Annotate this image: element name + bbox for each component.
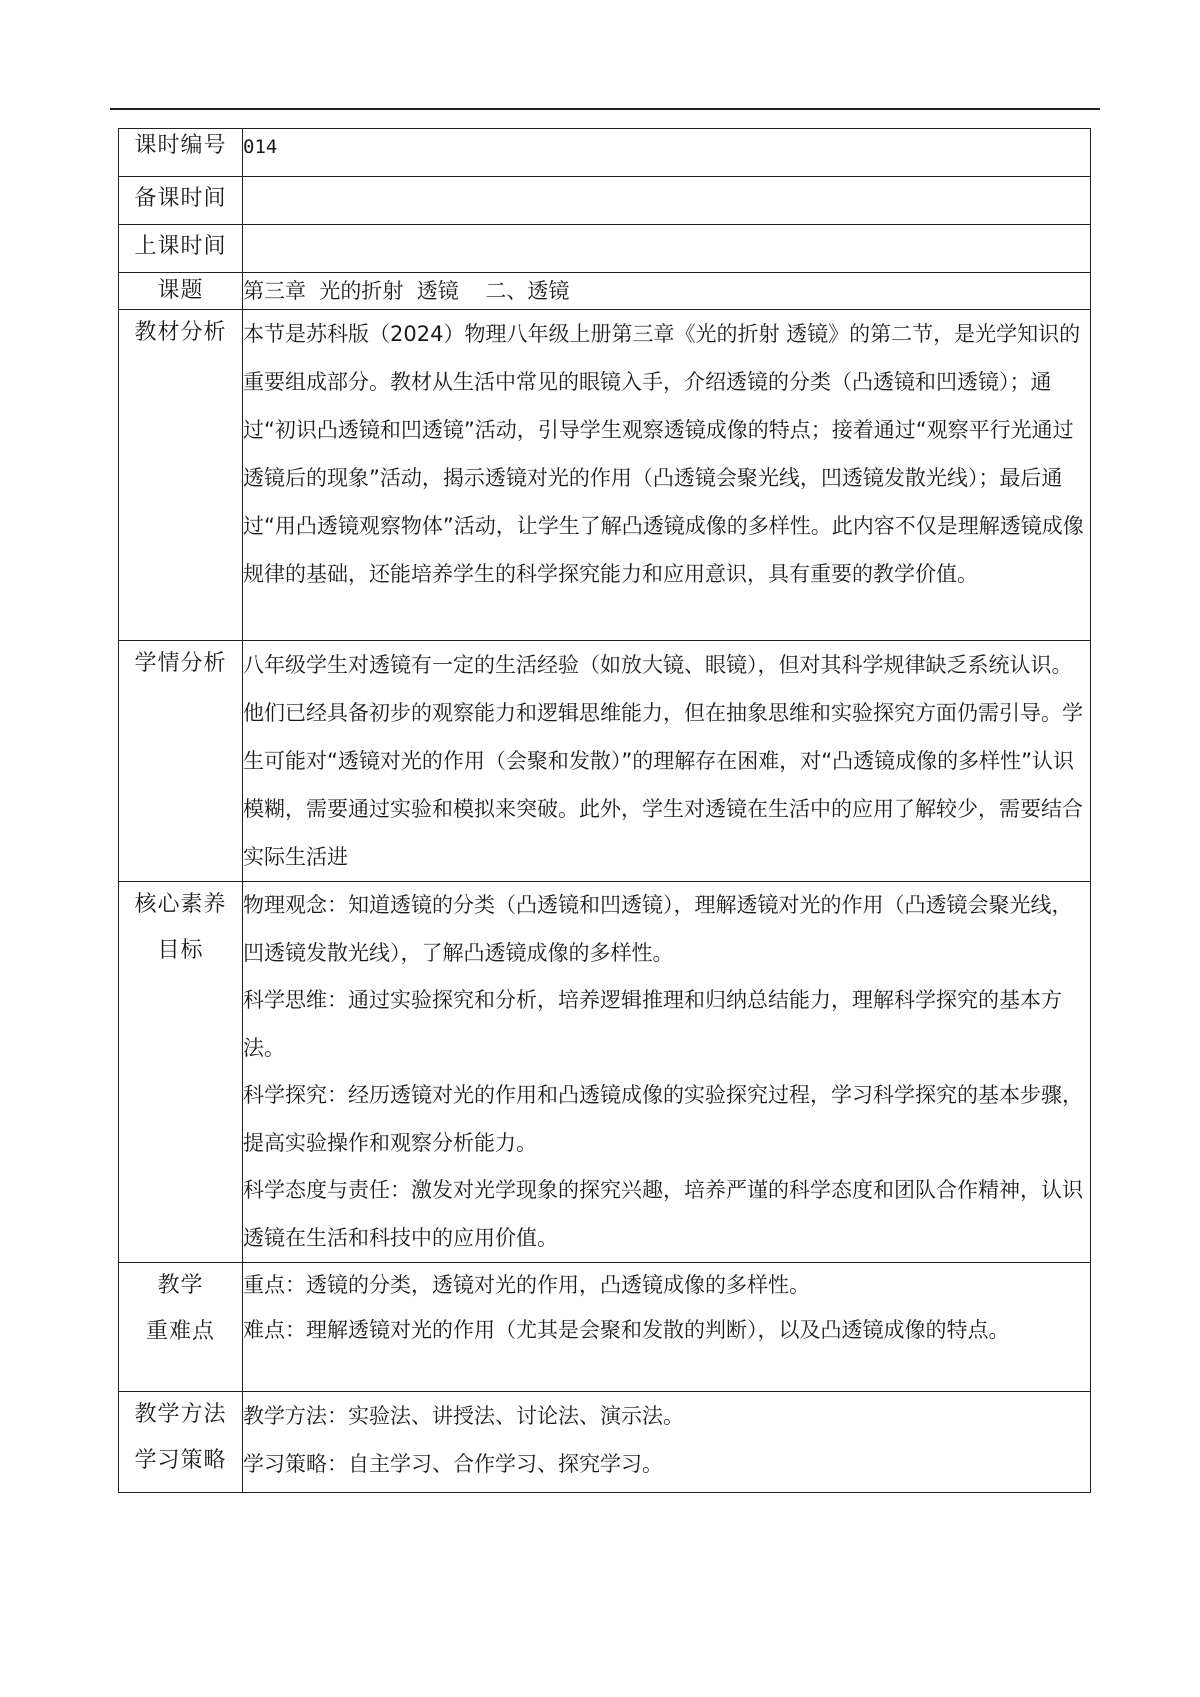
student-analysis-paragraph: 八年级学生对透镜有一定的生活经验（如放大镜、眼镜），但对其科学规律缺乏系统认识。他们已经具备初步的观察能力和逻辑思维能力，但在抽象思维和实验探究方面仍需引导。学生可能对“透镜对光的作用（会聚和发散）”的理解存在困难，对“凸透镜成像的多样性”认识模糊，需要通过实验和模拟来突破。此外，学生对透镜在生活中的应用了解较少，需要结合实际生活进: [243, 653, 1083, 869]
prep-time-value: [243, 177, 1091, 225]
header-rule: [110, 108, 1100, 110]
core-physics-concept: 物理观念：知道透镜的分类（凸透镜和凹透镜），理解透镜对光的作用（凸透镜会聚光线，凹透镜发散光线），了解凸透镜成像的多样性。: [243, 893, 1073, 965]
core-attitude-responsibility: 科学态度与责任：激发对光学现象的探究兴趣，培养严谨的科学态度和团队合作精神，认识透镜在生活和科技中的应用价值。: [243, 1178, 1083, 1250]
student-analysis-label: 学情分析: [119, 641, 243, 882]
class-time-value: [243, 225, 1091, 273]
learning-strategies: 学习策略：自主学习、合作学习、探究学习。: [243, 1452, 663, 1476]
teaching-methods: 教学方法：实验法、讲授法、讨论法、演示法。: [243, 1404, 684, 1428]
row-student-analysis: [119, 641, 1091, 882]
topic-value: 第三章 光的折射 透镜 二、透镜: [243, 273, 1091, 310]
methods-label: [119, 1392, 243, 1493]
prep-time-label: 备课时间: [119, 177, 243, 225]
textbook-analysis-paragraph: 本节是苏科版（2024）物理八年级上册第三章《光的折射 透镜》的第二节，是光学知识的重要组成部分。教材从生活中常见的眼镜入手，介绍透镜的分类（凸透镜和凹透镜）；通过“初识凸透镜和凹透镜”活动，引导学生观察透镜成像的特点；接着通过“观察平行光通过透镜后的现象”活动，揭示透镜对光的作用（凸透镜会聚光线，凹透镜发散光线）；最后通过“用凸透镜观察物体”活动，让学生了解凸透镜成像的多样性。此内容不仅是理解透镜成像规律的基础，还能培养学生的科学探究能力和应用意识，具有重要的教学价值。: [243, 322, 1084, 586]
topic-label: 课题: [119, 273, 243, 310]
student-analysis-text: [243, 641, 1091, 882]
key-points-label: [119, 1263, 243, 1392]
core-scientific-thinking: 科学思维：通过实验探究和分析，培养逻辑推理和归纳总结能力，理解科学探究的基本方法。: [243, 988, 1062, 1060]
difficult-point: 难点：理解透镜对光的作用（尤其是会聚和发散的判断），以及凸透镜成像的特点。: [243, 1318, 1010, 1342]
lesson-code-label: 课时编号: [119, 129, 243, 177]
methods-label-line2: 学习策略: [134, 1448, 227, 1473]
key-points-text: [243, 1263, 1091, 1392]
key-point: 重点：透镜的分类，透镜对光的作用，凸透镜成像的多样性。: [243, 1273, 810, 1297]
textbook-analysis-label: 教材分析: [119, 310, 243, 641]
row-class-time: [119, 225, 1091, 273]
class-time-label: 上课时间: [119, 225, 243, 273]
core-literacy-label-line1: 核心素养: [134, 892, 227, 917]
row-textbook-analysis: [119, 310, 1091, 641]
core-literacy-text: [243, 882, 1091, 1263]
row-prep-time: [119, 177, 1091, 225]
core-literacy-label-line2: 目标: [157, 938, 204, 963]
lesson-plan-table: [118, 128, 1091, 1493]
core-scientific-inquiry: 科学探究：经历透镜对光的作用和凸透镜成像的实验探究过程，学习科学探究的基本步骤，提高实验操作和观察分析能力。: [243, 1083, 1083, 1155]
row-topic: [119, 273, 1091, 310]
student-analysis-clip: [243, 641, 1090, 879]
key-points-label-line1: 教学: [157, 1273, 204, 1298]
textbook-analysis-text: [243, 310, 1091, 641]
methods-text: [243, 1392, 1091, 1493]
core-literacy-label: [119, 882, 243, 1263]
lesson-code-number: 014: [243, 136, 278, 158]
key-points-label-line2: 重难点: [145, 1319, 215, 1344]
row-methods: [119, 1392, 1091, 1493]
methods-label-line1: 教学方法: [134, 1402, 227, 1427]
lesson-code-value: [243, 129, 1091, 177]
row-key-points: [119, 1263, 1091, 1392]
row-core-literacy: [119, 882, 1091, 1263]
row-lesson-code: [119, 129, 1091, 177]
